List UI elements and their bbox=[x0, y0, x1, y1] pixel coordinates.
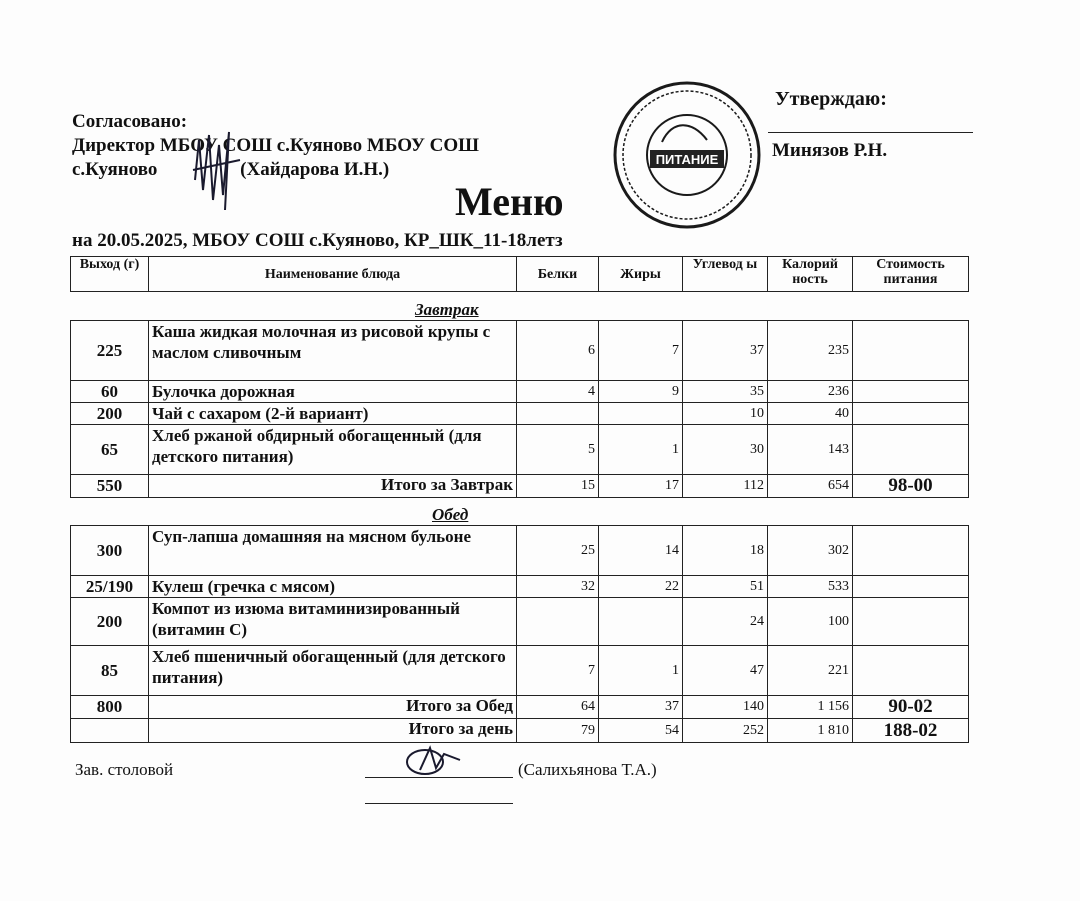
table-row bbox=[71, 646, 969, 696]
agreed-block bbox=[72, 110, 479, 182]
row-calories: 302 bbox=[768, 526, 853, 576]
row-cost bbox=[853, 425, 969, 475]
col-calories: Калорий ность bbox=[768, 257, 853, 292]
total-proteins: 15 bbox=[517, 475, 599, 498]
total-cost: 98-00 bbox=[853, 475, 969, 498]
row-calories: 143 bbox=[768, 425, 853, 475]
director-signature bbox=[185, 120, 255, 215]
row-output: 85 bbox=[71, 646, 149, 696]
footer-signature-line bbox=[365, 777, 513, 778]
row-calories: 235 bbox=[768, 321, 853, 381]
total-label: Итого за Обед bbox=[149, 696, 517, 719]
row-cost bbox=[853, 526, 969, 576]
organization-stamp bbox=[612, 80, 762, 230]
day-total-calories: 1 810 bbox=[768, 719, 853, 743]
day-total-proteins: 79 bbox=[517, 719, 599, 743]
row-calories: 40 bbox=[768, 403, 853, 425]
agreed-village: с.Куяново (Хайдарова И.Н.) bbox=[72, 159, 390, 180]
col-fats: Жиры bbox=[599, 257, 683, 292]
total-carbs: 112 bbox=[683, 475, 768, 498]
breakfast-table bbox=[70, 320, 969, 498]
day-total-cost: 188-02 bbox=[853, 719, 969, 743]
row-fats bbox=[599, 598, 683, 646]
footer-person: (Салихьянова Т.А.) bbox=[518, 760, 657, 779]
row-output: 225 bbox=[71, 321, 149, 381]
row-proteins: 5 bbox=[517, 425, 599, 475]
row-dish-name: Суп-лапша домашняя на мясном бульоне bbox=[149, 526, 517, 576]
page-title: Меню bbox=[455, 179, 564, 224]
col-dish-name: Наименование блюда bbox=[149, 257, 517, 292]
col-proteins: Белки bbox=[517, 257, 599, 292]
table-row bbox=[71, 321, 969, 381]
row-fats: 7 bbox=[599, 321, 683, 381]
table-row bbox=[71, 403, 969, 425]
total-fats: 17 bbox=[599, 475, 683, 498]
row-carbs: 18 bbox=[683, 526, 768, 576]
table-row bbox=[71, 598, 969, 646]
row-carbs: 10 bbox=[683, 403, 768, 425]
row-fats: 1 bbox=[599, 425, 683, 475]
row-output: 200 bbox=[71, 598, 149, 646]
day-total-carbs: 252 bbox=[683, 719, 768, 743]
row-fats: 22 bbox=[599, 576, 683, 598]
row-proteins: 4 bbox=[517, 381, 599, 403]
table-row bbox=[71, 381, 969, 403]
row-dish-name: Хлеб пшеничный обогащенный (для детского питания) bbox=[149, 646, 517, 696]
row-carbs: 47 bbox=[683, 646, 768, 696]
row-calories: 100 bbox=[768, 598, 853, 646]
col-carbs: Углевод ы bbox=[683, 257, 768, 292]
section-breakfast: Завтрак bbox=[415, 300, 479, 319]
approve-signature-line bbox=[768, 132, 973, 133]
row-output: 25/190 bbox=[71, 576, 149, 598]
table-row bbox=[71, 576, 969, 598]
row-dish-name: Кулеш (гречка с мясом) bbox=[149, 576, 517, 598]
row-dish-name: Хлеб ржаной обдирный обогащенный (для детского питания) bbox=[149, 425, 517, 475]
row-cost bbox=[853, 381, 969, 403]
col-cost: Стоимость питания bbox=[853, 257, 969, 292]
agreed-label: Согласовано: bbox=[72, 111, 188, 132]
row-proteins bbox=[517, 598, 599, 646]
row-cost bbox=[853, 403, 969, 425]
row-fats: 14 bbox=[599, 526, 683, 576]
row-fats: 1 bbox=[599, 646, 683, 696]
row-cost bbox=[853, 646, 969, 696]
row-output: 200 bbox=[71, 403, 149, 425]
row-carbs: 30 bbox=[683, 425, 768, 475]
day-total-label: Итого за день bbox=[149, 719, 517, 743]
day-total-output bbox=[71, 719, 149, 743]
breakfast-total-row bbox=[71, 475, 969, 498]
row-proteins: 6 bbox=[517, 321, 599, 381]
svg-text:ПИТАНИЕ: ПИТАНИЕ bbox=[655, 152, 719, 167]
row-proteins bbox=[517, 403, 599, 425]
total-cost: 90-02 bbox=[853, 696, 969, 719]
canteen-head-signature bbox=[400, 740, 470, 780]
row-cost bbox=[853, 576, 969, 598]
total-proteins: 64 bbox=[517, 696, 599, 719]
day-total-fats: 54 bbox=[599, 719, 683, 743]
row-fats: 9 bbox=[599, 381, 683, 403]
agreed-person: (Хайдарова И.Н.) bbox=[240, 159, 390, 180]
row-carbs: 24 bbox=[683, 598, 768, 646]
footer-role: Зав. столовой bbox=[75, 760, 174, 779]
menu-date-subtitle: на 20.05.2025, МБОУ СОШ с.Куяново, КР_ШК_11-18летз bbox=[72, 230, 563, 251]
total-label: Итого за Завтрак bbox=[149, 475, 517, 498]
section-lunch: Обед bbox=[432, 505, 469, 524]
row-carbs: 37 bbox=[683, 321, 768, 381]
row-proteins: 25 bbox=[517, 526, 599, 576]
footer-signature-line-2 bbox=[365, 803, 513, 804]
row-calories: 221 bbox=[768, 646, 853, 696]
total-carbs: 140 bbox=[683, 696, 768, 719]
day-total-row bbox=[71, 719, 969, 743]
row-cost bbox=[853, 598, 969, 646]
row-calories: 533 bbox=[768, 576, 853, 598]
approve-label: Утверждаю: bbox=[775, 88, 887, 110]
row-proteins: 7 bbox=[517, 646, 599, 696]
row-carbs: 51 bbox=[683, 576, 768, 598]
row-calories: 236 bbox=[768, 381, 853, 403]
table-row bbox=[71, 425, 969, 475]
table-row bbox=[71, 526, 969, 576]
agreed-director: Директор МБОУ СОШ с.Куяново МБОУ СОШ bbox=[72, 135, 480, 156]
total-calories: 654 bbox=[768, 475, 853, 498]
lunch-total-row bbox=[71, 696, 969, 719]
row-fats bbox=[599, 403, 683, 425]
row-carbs: 35 bbox=[683, 381, 768, 403]
row-dish-name: Булочка дорожная bbox=[149, 381, 517, 403]
row-dish-name: Каша жидкая молочная из рисовой крупы с маслом сливочным bbox=[149, 321, 517, 381]
total-output: 550 bbox=[71, 475, 149, 498]
row-output: 65 bbox=[71, 425, 149, 475]
row-dish-name: Компот из изюма витаминизированный (витамин С) bbox=[149, 598, 517, 646]
approve-name: Минязов Р.Н. bbox=[772, 140, 888, 161]
lunch-table bbox=[70, 525, 969, 743]
col-output: Выход (г) bbox=[71, 257, 149, 292]
row-output: 60 bbox=[71, 381, 149, 403]
row-cost bbox=[853, 321, 969, 381]
menu-header-table bbox=[70, 256, 969, 292]
total-fats: 37 bbox=[599, 696, 683, 719]
row-output: 300 bbox=[71, 526, 149, 576]
total-output: 800 bbox=[71, 696, 149, 719]
row-proteins: 32 bbox=[517, 576, 599, 598]
row-dish-name: Чай с сахаром (2-й вариант) bbox=[149, 403, 517, 425]
total-calories: 1 156 bbox=[768, 696, 853, 719]
